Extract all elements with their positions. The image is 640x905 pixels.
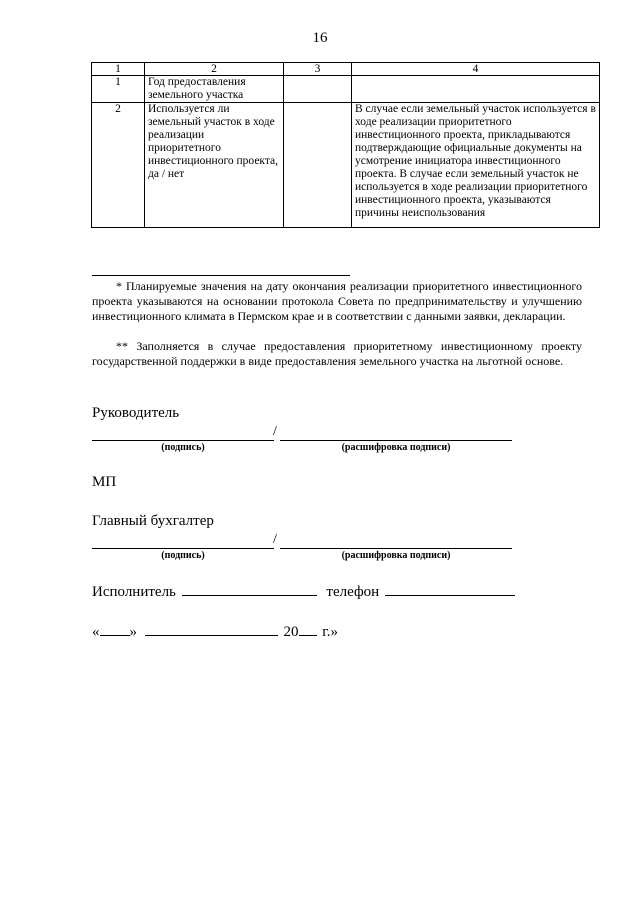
year-prefix: 20 — [283, 624, 299, 640]
row-note — [352, 76, 600, 103]
accountant-label: Главный бухгалтер — [92, 513, 214, 529]
date-open-quote: « — [92, 624, 100, 640]
accountant-signature-line — [92, 548, 274, 549]
data-table — [91, 62, 600, 228]
signature-caption: (подпись) — [161, 442, 205, 453]
head-decoding-line — [280, 440, 512, 441]
column-header: 2 — [145, 63, 284, 76]
phone-line — [385, 581, 515, 596]
table-row — [92, 103, 600, 228]
signature-separator: / — [273, 424, 277, 439]
month-line — [145, 621, 278, 636]
decoding-caption: (расшифровка подписи) — [341, 442, 451, 453]
column-header: 4 — [352, 63, 600, 76]
row-number: 1 — [92, 76, 145, 103]
row-indicator: Год предоставления земельного участка — [145, 76, 284, 103]
date-row — [92, 621, 338, 641]
row-indicator: Используется ли земельный участок в ходе реализации приоритетного инвестиционного проекта, да / нет — [145, 103, 284, 228]
day-line — [100, 621, 130, 636]
year-line — [299, 621, 317, 636]
head-label: Руководитель — [92, 405, 180, 421]
phone-label: телефон — [326, 584, 380, 600]
executor-line — [182, 581, 317, 596]
signature-caption: (подпись) — [161, 550, 205, 561]
date-close-quote: » — [129, 624, 137, 640]
executor-label: Исполнитель — [92, 584, 176, 600]
column-header: 1 — [92, 63, 145, 76]
row-number: 2 — [92, 103, 145, 228]
signature-separator: / — [273, 532, 277, 547]
year-suffix: г.» — [322, 624, 338, 640]
table-header-row — [92, 63, 600, 76]
table-row — [92, 76, 600, 103]
decoding-caption: (расшифровка подписи) — [341, 550, 451, 561]
stamp-label: МП — [92, 474, 117, 490]
footnote-2: ** Заполняется в случае предоставления приоритетному инвестиционному проекту государственной поддержки в виде предоставления земельного участка на льготной основе. — [92, 339, 582, 368]
row-value — [284, 76, 352, 103]
row-note: В случае если земельный участок используется в ходе реализации приоритетного инвестиционного проекта, прикладываются подтверждающие официальные документы на усмотрение инициатора инвестиционного проекта. В случае если земельный участок не используется в ходе реализации приоритетного инвестиционного проекта, указываются причины неиспользования — [352, 103, 600, 228]
footnote-1: * Планируемые значения на дату окончания реализации приоритетного инвестиционного проекта указываются на основании протокола Совета по предпринимательству и улучшению инвестиционного климата в Пермском крае и в соответствии с данными заявки, декларации. — [92, 279, 582, 323]
page-number: 16 — [312, 30, 328, 46]
footnote-separator — [92, 275, 350, 276]
row-value — [284, 103, 352, 228]
column-header: 3 — [284, 63, 352, 76]
executor-row — [92, 581, 515, 601]
head-signature-line — [92, 440, 274, 441]
accountant-decoding-line — [280, 548, 512, 549]
